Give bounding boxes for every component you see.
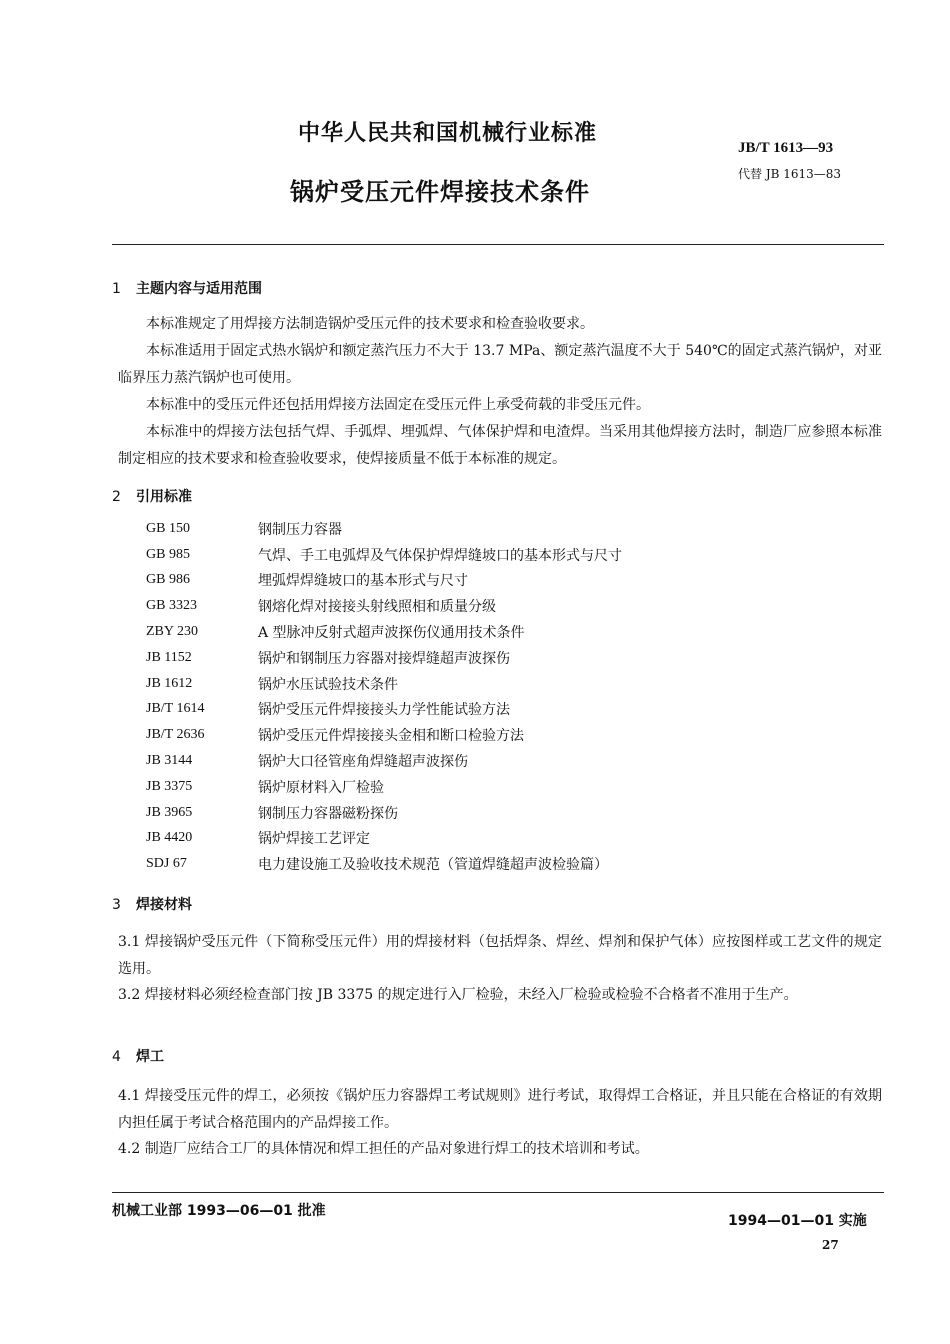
ref-row <box>146 774 622 800</box>
section-1-heading <box>112 278 262 298</box>
clause-4-1: 4.1 焊接受压元件的焊工，必须按《锅炉压力容器焊工考试规则》进行考试，取得焊工合格证，并且只能在合格证的有效期内担任属于考试合格范围内的产品焊接工作。 <box>118 1088 882 1131</box>
ref-row <box>146 748 622 774</box>
ref-row <box>146 568 622 594</box>
section-number: 2 <box>112 489 121 505</box>
ref-title: 锅炉受压元件焊接接头金相和断口检验方法 <box>258 728 524 745</box>
section-1-para-2: 本标准适用于固定式热水锅炉和额定蒸汽压力不大于 13.7 MPa、额定蒸汽温度不大于 540℃的固定式蒸汽锅炉，对亚临界压力蒸汽锅炉也可使用。 <box>118 343 882 386</box>
ref-row <box>146 593 622 619</box>
section-number: 4 <box>112 1049 121 1065</box>
doc-title: 锅炉受压元件焊接技术条件 <box>290 178 590 206</box>
ref-row <box>146 722 622 748</box>
section-4-heading <box>112 1046 164 1066</box>
ref-code: JB 4420 <box>146 830 193 846</box>
clause-3-2: 3.2 焊接材料必须经检查部门按 JB 3375 的规定进行入厂检验，未经入厂检验或检验不合格者不准用于生产。 <box>118 987 798 1003</box>
ref-code: GB 150 <box>146 520 190 536</box>
section-number: 3 <box>112 897 121 913</box>
ref-code: JB/T 2636 <box>146 727 205 743</box>
section-1-para-3: 本标准中的受压元件还包括用焊接方法固定在受压元件上承受荷载的非受压元件。 <box>146 397 650 413</box>
ref-row <box>146 619 622 645</box>
ref-code: JB/T 1614 <box>146 701 205 717</box>
ref-code: GB 985 <box>146 546 190 562</box>
header-divider <box>112 244 884 245</box>
ref-code: SDJ 67 <box>146 856 187 872</box>
clause-3-1: 3.1 焊接锅炉受压元件（下简称受压元件）用的焊接材料（包括焊条、焊丝、焊剂和保护气体）应按图样或工艺文件的规定选用。 <box>118 934 882 977</box>
ref-code: JB 3144 <box>146 753 193 769</box>
ref-title: 锅炉和钢制压力容器对接焊缝超声波探伤 <box>258 650 510 667</box>
section-2-heading <box>112 486 192 506</box>
ref-code: JB 1152 <box>146 649 192 665</box>
footer-divider <box>112 1192 884 1193</box>
ref-title: 气焊、手工电弧焊及气体保护焊焊缝坡口的基本形式与尺寸 <box>258 547 622 564</box>
ref-title: 电力建设施工及验收技术规范（管道焊缝超声波检验篇） <box>258 857 608 874</box>
ref-row <box>146 851 622 877</box>
section-title: 焊工 <box>136 1049 164 1065</box>
approval-note: 机械工业部 1993—06—01 批准 <box>112 1203 326 1219</box>
ref-title: A 型脉冲反射式超声波探伤仪通用技术条件 <box>258 625 525 642</box>
section-number: 1 <box>112 281 121 297</box>
ref-code: JB 3965 <box>146 804 193 820</box>
section-title: 引用标准 <box>136 489 192 505</box>
ref-row <box>146 800 622 826</box>
ref-code: GB 3323 <box>146 598 197 614</box>
effective-date: 1994—01—01 实施 <box>728 1213 867 1229</box>
ref-title: 锅炉水压试验技术条件 <box>258 676 398 693</box>
ref-title: 钢制压力容器 <box>258 521 342 538</box>
section-title: 焊接材料 <box>136 897 192 913</box>
ref-title: 钢熔化焊对接接头射线照相和质量分级 <box>258 599 496 616</box>
ref-row <box>146 826 622 852</box>
page-number: 27 <box>822 1238 839 1252</box>
ref-code: ZBY 230 <box>146 624 198 640</box>
ref-code: JB 1612 <box>146 675 193 691</box>
section-3-heading <box>112 894 192 914</box>
ref-row <box>146 542 622 568</box>
ref-title: 锅炉大口径管座角焊缝超声波探伤 <box>258 754 468 771</box>
section-title: 主题内容与适用范围 <box>136 281 262 297</box>
section-1-para-4: 本标准中的焊接方法包括气焊、手弧焊、埋弧焊、气体保护焊和电渣焊。当采用其他焊接方法时，制造厂应参照本标准制定相应的技术要求和检查验收要求，使焊接质量不低于本标准的规定。 <box>118 424 882 467</box>
ref-code: JB 3375 <box>146 778 193 794</box>
ref-row <box>146 697 622 723</box>
org-title: 中华人民共和国机械行业标准 <box>298 121 598 146</box>
ref-row <box>146 671 622 697</box>
ref-title: 锅炉受压元件焊接接头力学性能试验方法 <box>258 702 510 719</box>
ref-row <box>146 516 622 542</box>
standard-number: JB/T 1613—93 <box>738 140 834 156</box>
ref-title: 钢制压力容器磁粉探伤 <box>258 805 398 822</box>
ref-title: 锅炉焊接工艺评定 <box>258 831 370 848</box>
clause-4-2: 4.2 制造厂应结合工厂的具体情况和焊工担任的产品对象进行焊工的技术培训和考试。 <box>118 1141 649 1157</box>
ref-row <box>146 645 622 671</box>
ref-title: 锅炉原材料入厂检验 <box>258 779 384 796</box>
replaces-standard: 代替 JB 1613—83 <box>738 167 842 181</box>
ref-code: GB 986 <box>146 572 190 588</box>
section-1-para-1: 本标准规定了用焊接方法制造锅炉受压元件的技术要求和检查验收要求。 <box>146 316 594 332</box>
ref-title: 埋弧焊焊缝坡口的基本形式与尺寸 <box>258 573 468 590</box>
referenced-standards-list <box>146 516 622 877</box>
